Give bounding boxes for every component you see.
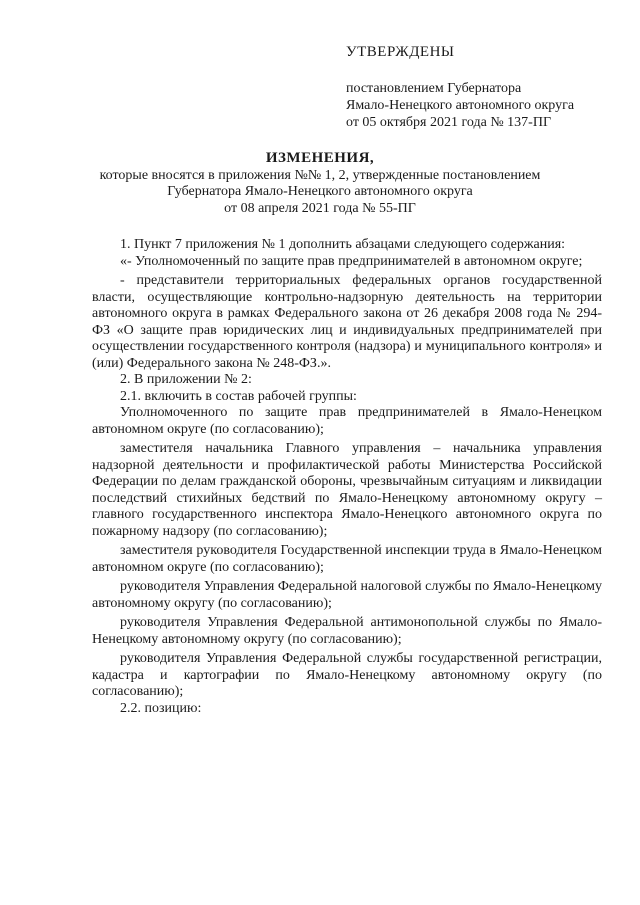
paragraph-added-ombudsman: «- Уполномоченный по защите прав предпринимателей в автономном округе; bbox=[120, 253, 583, 269]
paragraph-ombudsman: Уполномоченного по защите прав предпринимателей в Ямало-Ненецком автономном округе (по согласованию); bbox=[92, 405, 602, 437]
title-heading: ИЗМЕНЕНИЯ, bbox=[265, 150, 375, 166]
title-line: Губернатора Ямало-Ненецкого автономного округа bbox=[167, 184, 473, 199]
approval-line: Ямало-Ненецкого автономного округа bbox=[346, 98, 575, 113]
title-line: от 08 апреля 2021 года № 55-ПГ bbox=[224, 200, 416, 216]
paragraph-registration-service: руководителя Управления Федеральной службы государственной регистрации, кадастра и картографии по Ямало-Ненецкому автономному округу (по согласованию); bbox=[92, 651, 602, 699]
paragraph-mchs-deputy: заместителя начальника Главного управления – начальника управления надзорной деятельности и профилактической работы Министерства Российской Федерации по делам гражданской обороны, чрезвычайным ситуациям и ликвидации последствий стихийных бедствий по Ямало-Ненецкому автономному округу – главного государственного инспектора Ямало-Ненецкого автономного округа по пожарному надзору (по согласованию); bbox=[92, 441, 602, 539]
approval-line: постановлением Губернатора bbox=[346, 81, 522, 96]
paragraph-tax-service: руководителя Управления Федеральной налоговой службы по Ямало-Ненецкому автономному округу (по согласованию); bbox=[92, 579, 602, 611]
paragraph-added-federal-bodies: - представители территориальных федеральных органов государственной власти, осуществляющие контрольно-надзорную деятельность на территории автономного округа в рамках Федерального закона от 26 декабря 2008 года № 294-ФЗ «О защите прав юридических лиц и индивидуальных предпринимателей при осуществлении государственного контроля (надзора) и муниципального контроля» и (или) Федерального закона № 248-ФЗ.». bbox=[92, 273, 602, 371]
paragraph-item-1: 1. Пункт 7 приложения № 1 дополнить абзацами следующего содержания: bbox=[120, 237, 566, 252]
paragraph-item-2-2: 2.2. позицию: bbox=[120, 700, 202, 716]
title-line: которые вносятся в приложения №№ 1, 2, утвержденные постановлением bbox=[99, 167, 541, 183]
document-title bbox=[90, 150, 550, 217]
paragraph-item-2: 2. В приложении № 2: bbox=[120, 372, 252, 387]
document-body bbox=[92, 237, 602, 717]
paragraph-labor-inspection: заместителя руководителя Государственной инспекции труда в Ямало-Ненецком автономном округе (по согласованию); bbox=[92, 543, 602, 575]
paragraph-antimonopoly-service: руководителя Управления Федеральной антимонопольной службы по Ямало-Ненецкому автономному округу (по согласованию); bbox=[92, 615, 602, 647]
approved-label: УТВЕРЖДЕНЫ bbox=[346, 44, 455, 60]
approval-stamp bbox=[346, 44, 574, 131]
approval-line: от 05 октября 2021 года № 137-ПГ bbox=[346, 115, 552, 130]
paragraph-item-2-1: 2.1. включить в состав рабочей группы: bbox=[120, 388, 357, 404]
